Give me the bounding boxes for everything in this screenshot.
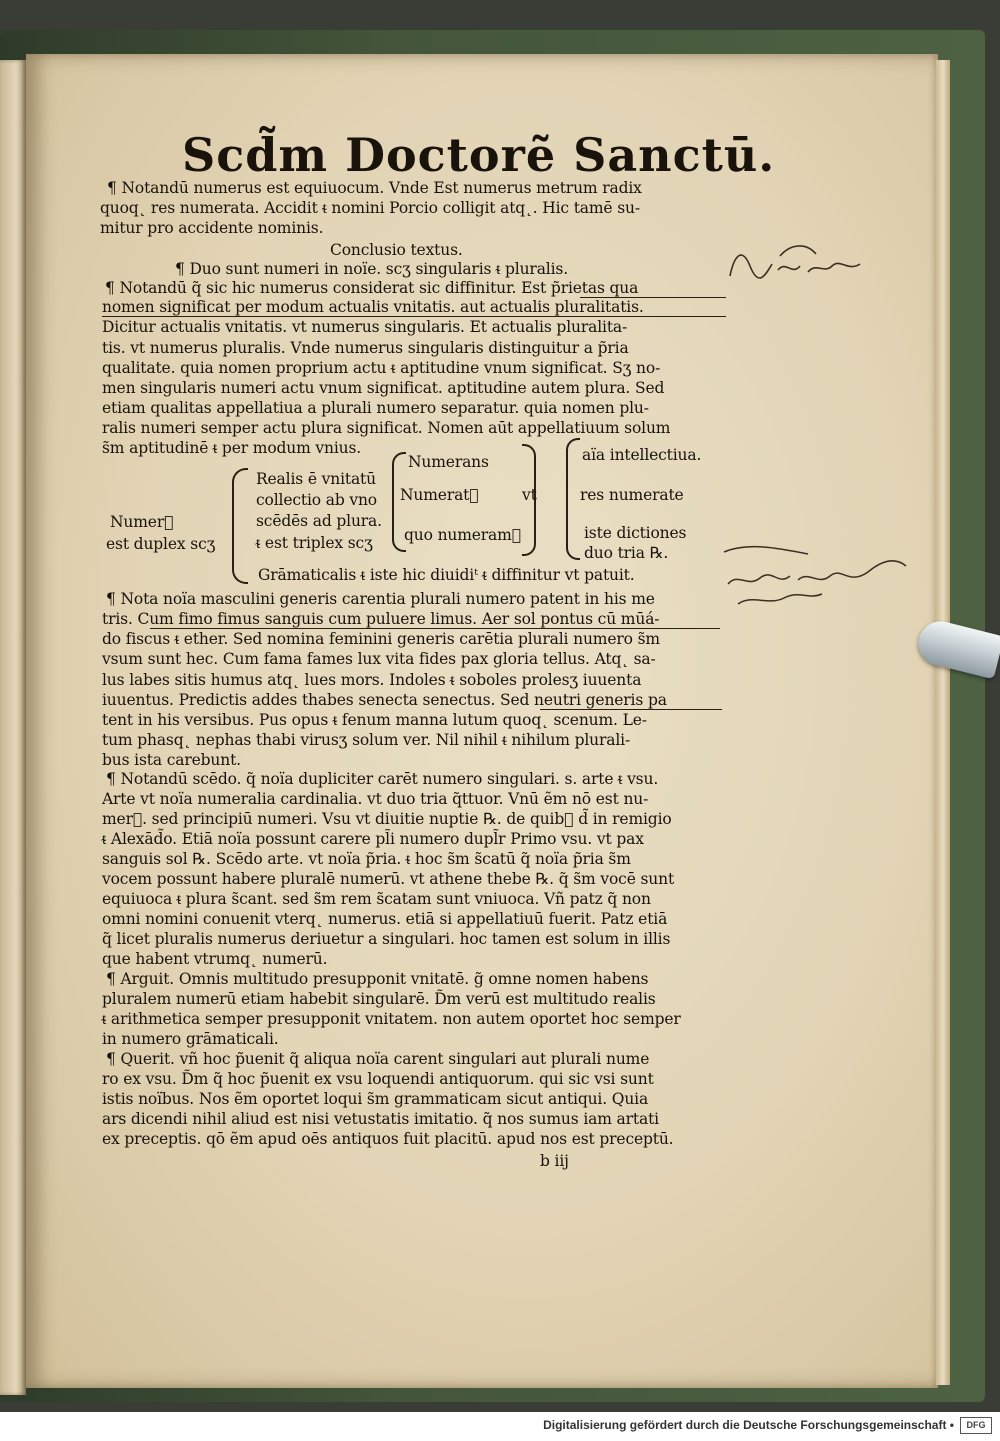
text-line: Arte vt noïa numeralia cardinalia. vt duo tria q̃ttuor. Vnū ẽm nō est nu- (102, 790, 649, 808)
text-line: nomen significat per modum actualis vnitatis. aut actualis pluralitatis. (102, 298, 644, 316)
text-line: ro ex vsu. D̃m q̃ hoc p̃uenit ex vsu loquendi antiquorum. qui sic vsi sunt (102, 1070, 654, 1088)
text-line: tum phasq˛ nephas thabi virusʒ solum ver. Nil nihil ᵵ nihilum plurali- (102, 731, 631, 749)
text-line: in numero grāmaticali. (102, 1030, 279, 1048)
text-line: ¶ Notandū numerus est equiuocum. Vnde Est numerus metrum radix (107, 179, 642, 197)
text-line: ¶ Nota noïa masculini generis carentia plurali numero patent in his me (106, 590, 655, 608)
text-line: men singularis numeri actu vnum significat. aptitudine autem plura. Sed (102, 379, 665, 397)
diagram-brace (232, 468, 248, 584)
text-line: equiuoca ᵵ plura s̃cant. sed s̃m rem s̃catam sunt vniuoca. Vñ patz q̃ non (102, 890, 651, 908)
text-line: tis. vt numerus pluralis. Vnde numerus singularis distinguitur a p̃ria (102, 339, 629, 357)
text-line: lus labes sitis humus atq˛ lues mors. Indoles ᵵ soboles prolesʒ iuuenta (102, 671, 642, 689)
text-line: mitur pro accidente nominis. (100, 219, 324, 237)
text-line: mer᷒. sed principiū numeri. Vsu vt diuitie nuptie ℞. de quib᷒ d̃ in remigio (102, 810, 672, 828)
ink-underline (540, 709, 722, 710)
diagram-left-label: est duplex scʒ (106, 535, 216, 553)
text-line: ᵵ Alexād̃o. Etiā noïa possunt carere pl̃i numero dupl̃r Primo vsu. vt pax (102, 830, 644, 848)
diagram-option: iste dictiones (584, 524, 687, 542)
text-line: quoq˛ res numerata. Accidit ᵵ nomini Porcio colligit atq˛. Hic tamē su- (100, 199, 640, 217)
text-line: ¶ Notandū scēdo. q̃ noïa dupliciter carēt numero singulari. s. arte ᵵ vsu. (106, 770, 659, 788)
diagram-option: Numerans (408, 453, 489, 471)
text-line: Dicitur actualis vnitatis. vt numerus singularis. Et actualis pluralita- (102, 318, 628, 336)
dfg-logo: DFG (960, 1417, 992, 1434)
diagram-option: duo tria ℞. (584, 544, 669, 562)
text-line: sanguis sol ℞. Scēdo arte. vt noïa p̃ria. ᵵ hoc s̃m s̃catū q̃ noïa p̃ria s̃m (102, 850, 631, 868)
footer-credit: Digitalisierung gefördert durch die Deutsche Forschungsgemeinschaft • (543, 1418, 954, 1432)
ink-underline (102, 316, 726, 317)
text-line: omni nomini conuenit vterq˛ numerus. etiā si appellatiuū fuerit. Patz etiā (102, 910, 668, 928)
text-line: vocem possunt habere pluralē numerū. vt athene thebe ℞. q̃ s̃m vocē sunt (102, 870, 675, 888)
diagram-mid-label: ᵵ est triplex scʒ (256, 534, 373, 552)
text-line: tent in his versibus. Pus opus ᵵ fenum manna lutum quoq˛ scenum. Le- (102, 711, 647, 729)
diagram-bottom-line: Grāmaticalis ᵵ iste hic diuidiᵗ ᵵ diffinitur vt patuit. (258, 566, 635, 584)
diagram-connector: vt (522, 486, 537, 504)
running-title: Scd̃m Doctorẽ Sanctū. (182, 128, 776, 182)
ink-underline (150, 628, 720, 629)
section-heading: Conclusio textus. (330, 241, 463, 259)
text-line: que habent vtrumq˛ numerū. (102, 950, 328, 968)
text-line: tris. Cum fimo fimus sanguis cum puluere limus. Aer sol pontus cū mūá- (102, 610, 660, 628)
text-line: pluralem numerū etiam habebit singularē. D̃m verū est multitudo realis (102, 990, 656, 1008)
diagram-option: Numerat᷒ (400, 486, 479, 504)
left-page-edge (0, 60, 26, 1395)
diagram-option: aïa intellectiua. (582, 446, 702, 464)
text-line: do fiscus ᵵ ether. Sed nomina feminini generis carētia plurali numero s̃m (102, 630, 660, 648)
diagram-option: quo numeram᷒ (404, 526, 521, 544)
text-line: ralis numeri semper actu plura significat. Nomen aūt appellatiuum solum (102, 419, 671, 437)
text-line: ex preceptis. qō ẽm apud oēs antiquos fuit placitū. apud nos est preceptū. (102, 1130, 674, 1148)
text-line: q̃ licet pluralis numerus deriuetur a singulari. hoc tamen est solum in illis (102, 930, 671, 948)
ink-underline (580, 297, 726, 298)
marginalia-annotation (718, 536, 918, 616)
text-line: ¶ Arguit. Omnis multitudo presupponit vnitatē. g̃ omne nomen habens (106, 970, 649, 988)
text-line: bus ista carebunt. (102, 751, 241, 769)
diagram-left-label: Numer᷒ (110, 513, 174, 531)
text-line: iuuentus. Predictis addes thabes senecta senectus. Sed neutri generis pa (102, 691, 667, 709)
text-line: etiam qualitas appellatiua a plurali numero separatur. quia nomen plu- (102, 399, 649, 417)
text-line: vsum sunt hec. Cum fama fames lux vita fides pax gloria tellus. Atq˛ sa- (102, 650, 656, 668)
text-line: ¶ Notandū q̃ sic hic numerus considerat sic diffinitur. Est p̃rietas qua (105, 279, 639, 297)
diagram-mid-label: Realis ē vnitatū (256, 470, 376, 488)
text-line: s̃m aptitudinē ᵵ per modum vnius. (102, 439, 362, 457)
signature-mark: b iij (540, 1152, 569, 1170)
text-line: ¶ Querit. vñ hoc p̃uenit q̃ aliqua noïa carent singulari aut plurali nume (106, 1050, 650, 1068)
text-line: qualitate. quia nomen proprium actu ᵵ aptitudine vnum significat. Sʒ no- (102, 359, 661, 377)
text-line: ᵵ arithmetica semper presupponit vnitatem. non autem oportet hoc semper (102, 1010, 681, 1028)
diagram-mid-label: collectio ab vno (256, 491, 377, 509)
marginalia-annotation (720, 236, 870, 296)
text-line: ¶ Duo sunt numeri in noïe. scʒ singularis ᵵ pluralis. (175, 260, 568, 278)
page-edge-right (936, 60, 950, 1385)
diagram-option: res numerate (580, 486, 684, 504)
diagram-mid-label: scēdēs ad plura. (256, 512, 382, 530)
text-line: istis noïbus. Nos ẽm oportet loqui s̃m grammaticam sicut antiqui. Quia (102, 1090, 649, 1108)
diagram-brace (566, 438, 580, 560)
text-line: ars dicendi nihil aliud est nisi vetustatis imitatio. q̃ nos sumus iam artati (102, 1110, 659, 1128)
